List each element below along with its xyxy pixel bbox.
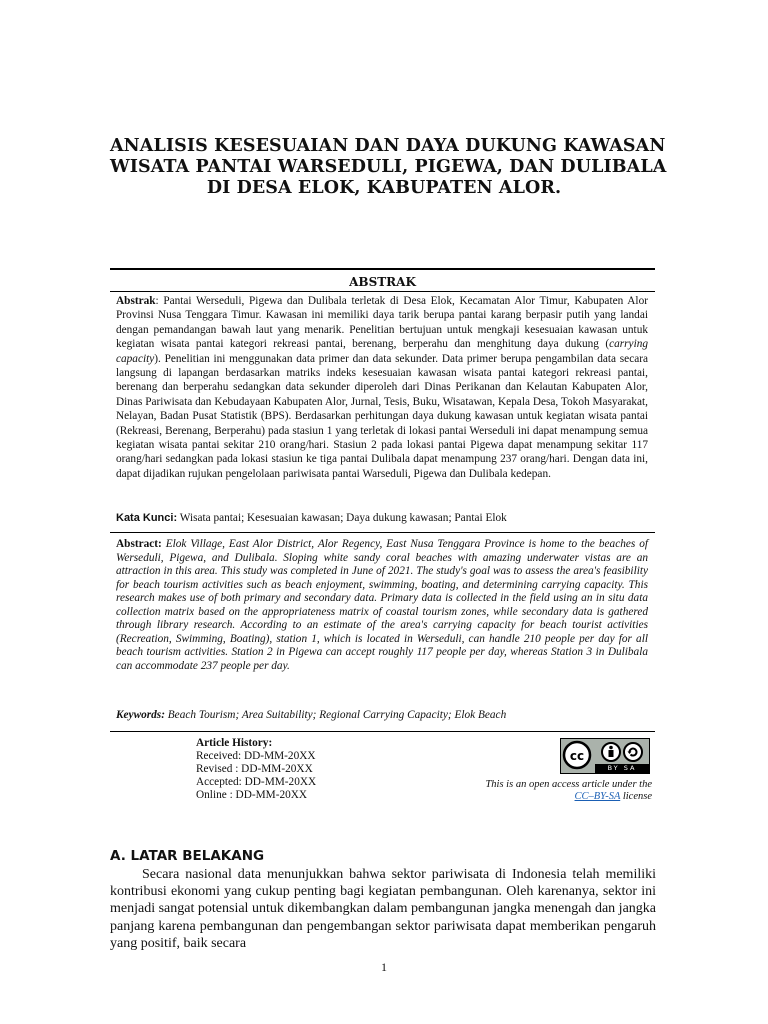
paper-title: [110, 136, 667, 199]
cc-by-sa-badge[interactable]: [560, 738, 650, 774]
abstrak-label: Abstrak: [116, 295, 156, 307]
section-paragraph: Secara nasional data menunjukkan bahwa sektor pariwisata di Indonesia telah memiliki kontribusi ekonomi yang cukup penting bagi kegiatan pembangunan. Oleh karenanya, sektor ini menjadi sangat potensial untuk dikembangkan dalam pembangunan jangka menengah dan jangka panjang karena pembangunan dan pengembangan sektor pariwisata dapat memberikan pengaruh yang positif, baik secara: [110, 867, 656, 951]
section-body: [110, 866, 656, 952]
bottom-rule: [110, 731, 655, 732]
keywords: [116, 709, 648, 721]
kata-kunci-text: Wisata pantai; Kesesuaian kawasan; Daya dukung kawasan; Pantai Elok: [177, 512, 507, 524]
middle-rule: [110, 532, 655, 533]
license-line-1: This is an open access article under the: [485, 779, 652, 790]
svg-text:cc: cc: [569, 749, 585, 763]
abstract-english: [116, 538, 648, 673]
history-heading: Article History:: [196, 737, 273, 749]
history-received: Received: DD-MM-20XX: [196, 750, 316, 762]
badge-label: BY SA: [595, 764, 649, 773]
abstrak-term: carrying capacity: [116, 338, 648, 365]
license-block: [456, 738, 652, 803]
keywords-label: Keywords:: [116, 709, 165, 721]
abstrak-text-2: ). Penelitian ini menggunakan data primer dan data sekunder. Data primer berupa pengambilan data secara langsung di lapangan berdasarkan matriks indeks kesesuaian kawasan wisata pantai kategori rekreasi pantai, berenang dan berperahu sedangkan data sekunder diperoleh dari Dinas Perikanan dan Kelautan Kabupaten Alor, Dinas Pariwisata dan Kebudayaan Kabupaten Alor, Jurnal, Tesis, Buku, Wisatawan, Kepala Desa, Tokoh Masyarakat, Nelayan, Badan Pusat Statistik (BPS). Berdasarkan perhitungan daya dukung kawasan untuk kegiatan wisata pantai (Rekreasi, Berenang, Berperahu) pada stasiun 1 yang terletak di lokasi pantai Werseduli ini dapat menampung semua kegiatan wisata pantai sekitar 210 orang/hari. Stasiun 2 pada lokasi pantai Pigewa dapat menampung sekitar 117 orang/hari sedangkan pada lokasi stasiun ke tiga pantai Dulibala dapat menampung 237 orang/hari. Dengan data ini, dapat dijadikan rujukan pengelolaan pariwisata pantai Warseduli, Pigewa dan Dulibala kedepan.: [116, 352, 648, 480]
article-history: [196, 737, 396, 802]
page-number: 1: [381, 960, 387, 974]
abstrak-text: : Pantai Werseduli, Pigewa dan Dulibala terletak di Desa Elok, Kecamatan Alor Timur, Kabupaten Alor Provinsi Nusa Tenggara Timur. Kawasan ini memiliki daya tarik berupa pantai karang berpasir putih yang landai dengan pemandangan bawah laut yang menarik. Penelitian bertujuan untuk mengkaji kesesuaian kawasan untuk kegiatan wisata pantai kategori rekreasi pantai, berenang, berperahu dan menghitung daya dukung (: [116, 295, 648, 351]
history-online: Online : DD-MM-20XX: [196, 789, 308, 801]
sa-icon: [624, 743, 642, 761]
abstrak-body: [116, 294, 648, 481]
kata-kunci: [116, 511, 648, 525]
section-heading: A. LATAR BELAKANG: [110, 848, 265, 864]
history-revised: Revised : DD-MM-20XX: [196, 763, 313, 775]
abstrak-rule: [110, 291, 655, 292]
abstract-text: Elok Village, East Alor District, Alor Regency, East Nusa Tenggara Province is home to the beaches of Werseduli, Pigewa, and Dulibala. Sloping white sandy coral beaches with amazing underwater vistas are an attraction in this area. This study was completed in June of 2021. The study's goal was to assess the area's feasibility for beach tourism activities such as beach enjoyment, swimming, boating, and determining carrying capacity. This research makes use of both primary and secondary data. Primary data is collected in the field using an in situ data collection matrix based on the appropriateness matrix of coastal tourism zones, while secondary data is gathered through library research. According to an estimate of the area's carrying capacity for beach tourist activities (Recreation, Swimming, Boating), station 1, which is located in Werseduli, can handle 210 people per day for all beach tourism activities. Station 2 in Pigewa can accept roughly 117 people per day, whereas Station 3 in Dulibala can accommodate 237 people per day.: [116, 538, 648, 672]
kata-kunci-label: Kata Kunci:: [116, 512, 178, 524]
keywords-text: Beach Tourism; Area Suitability; Regional Carrying Capacity; Elok Beach: [164, 709, 507, 721]
abstrak-heading: ABSTRAK: [349, 275, 416, 289]
title-line-2: WISATA PANTAI WARSEDULI, PIGEWA, DAN DULIBALA: [110, 157, 667, 177]
license-line-2: license: [620, 791, 652, 802]
history-accepted: Accepted: DD-MM-20XX: [196, 776, 317, 788]
license-text: [456, 779, 652, 803]
license-link[interactable]: CC–BY-SA: [574, 791, 621, 802]
top-rule: [110, 268, 655, 270]
title-line-1: ANALISIS KESESUAIAN DAN DAYA DUKUNG KAWASAN: [110, 136, 666, 156]
abstract-label: Abstract:: [116, 538, 162, 550]
title-line-3: DI DESA ELOK, KABUPATEN ALOR.: [206, 178, 562, 198]
